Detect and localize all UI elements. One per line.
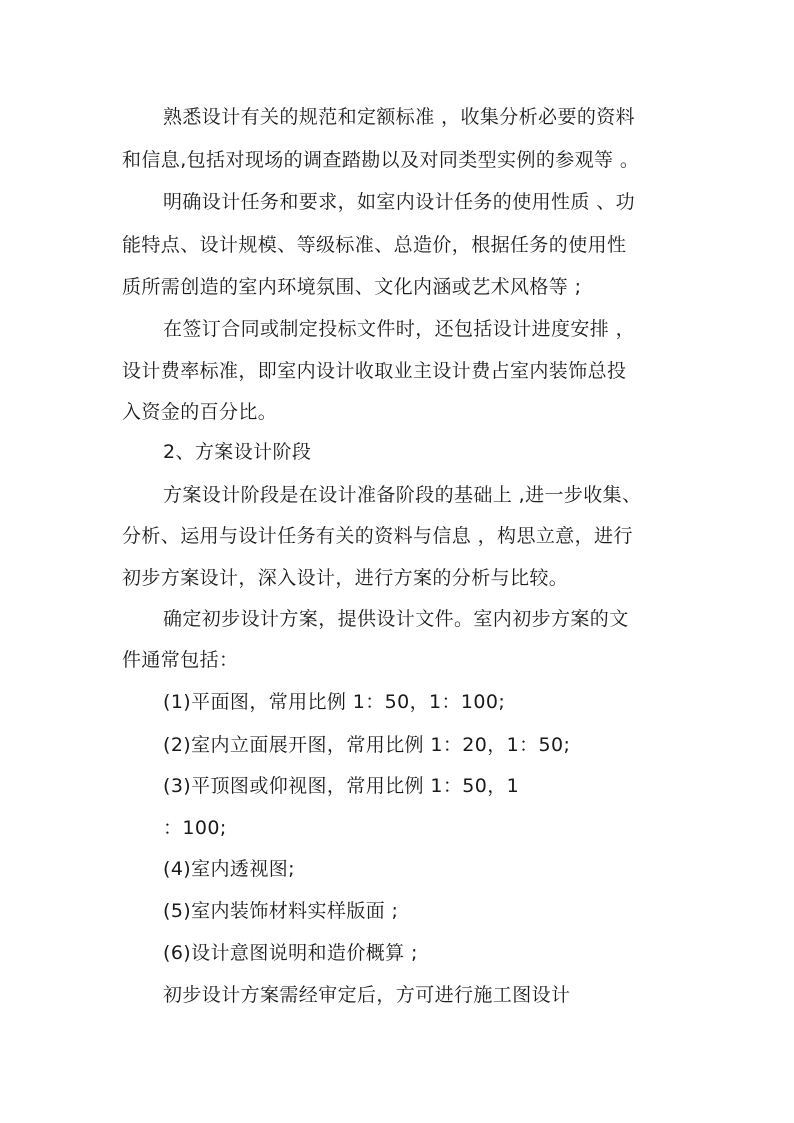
- text-line: 初步设计方案需经审定后，方可进行施工图设计: [163, 984, 571, 1006]
- section-heading: 2、方案设计阶段: [163, 441, 312, 463]
- text-line: 入资金的百分比。: [122, 401, 278, 423]
- text-line: 初步方案设计，深入设计，进行方案的分析与比较。: [122, 567, 569, 589]
- text-line: 质所需创造的室内环境氛围、文化内涵或艺术风格等 ;: [122, 276, 582, 298]
- text-line: 明确设计任务和要求，如室内设计任务的使用性质 、功: [163, 191, 636, 213]
- text-line: 熟悉设计有关的规范和定额标准 ，收集分析必要的资料: [163, 106, 636, 128]
- list-item: (3)平顶图或仰视图，常用比例 1：50，1: [163, 775, 520, 797]
- list-item: (2)室内立面展开图，常用比例 1：20，1：50;: [163, 734, 571, 756]
- text-line: 在签订合同或制定投标文件时，还包括设计进度安排 ，: [163, 318, 636, 340]
- text-line: 设计费率标准，即室内设计收取业主设计费占室内装饰总投: [122, 360, 627, 382]
- text-line: 分析、运用与设计任务有关的资料与信息 ，构思立意，进行: [122, 525, 633, 547]
- list-item-continuation: ：100;: [163, 817, 227, 839]
- list-item: (6)设计意图说明和造价概算 ;: [163, 942, 418, 964]
- text-line: 方案设计阶段是在设计准备阶段的基础上 ,进一步收集、: [163, 484, 642, 506]
- text-line: 和信息,包括对现场的调查踏勘以及对同类型实例的参观等 。: [122, 149, 640, 171]
- text-line: 能特点、设计规模、等级标准、总造价，根据任务的使用性: [122, 234, 627, 256]
- list-item: (1)平面图，常用比例 1：50，1：100;: [163, 691, 506, 713]
- list-item: (5)室内装饰材料实样版面 ;: [163, 900, 399, 922]
- list-item: (4)室内透视图;: [163, 858, 295, 880]
- text-line: 确定初步设计方案，提供设计文件。室内初步方案的文: [163, 608, 629, 630]
- text-line: 件通常包括：: [122, 649, 239, 671]
